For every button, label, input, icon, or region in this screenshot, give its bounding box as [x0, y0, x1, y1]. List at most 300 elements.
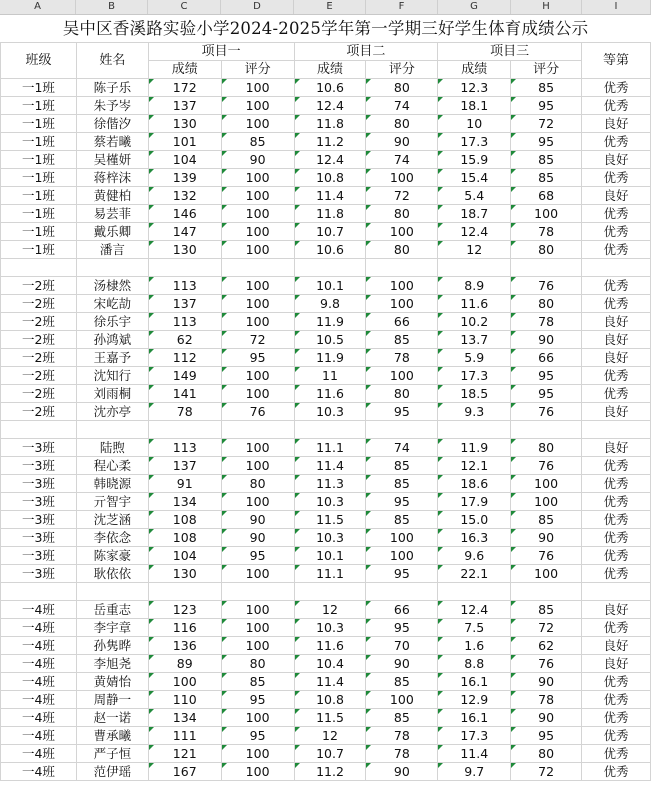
class-cell[interactable]: 一3班	[1, 511, 77, 529]
grade-cell[interactable]: 优秀	[582, 457, 651, 475]
item3-score-cell[interactable]: 17.9	[438, 493, 511, 511]
item1-points-cell[interactable]: 80	[221, 475, 294, 493]
item2-score-cell[interactable]: 11.2	[294, 133, 366, 151]
item2-points-cell[interactable]: 85	[366, 673, 438, 691]
sheet-title[interactable]: 吴中区香溪路实验小学2024-2025学年第一学期三好学生体育成绩公示	[62, 19, 589, 38]
item1-score-cell[interactable]: 134	[148, 493, 221, 511]
empty-cell[interactable]	[148, 259, 221, 277]
grade-cell[interactable]: 优秀	[582, 295, 651, 313]
grade-cell[interactable]: 优秀	[582, 493, 651, 511]
header-item1[interactable]: 项目一	[148, 43, 294, 61]
item2-score-cell[interactable]: 11.3	[294, 475, 366, 493]
item1-points-cell[interactable]: 95	[221, 547, 294, 565]
item1-score-cell[interactable]: 110	[148, 691, 221, 709]
item1-score-cell[interactable]: 104	[148, 151, 221, 169]
class-cell[interactable]: 一1班	[1, 205, 77, 223]
item3-points-cell[interactable]: 72	[511, 619, 582, 637]
grade-cell[interactable]: 优秀	[582, 223, 651, 241]
empty-cell[interactable]	[582, 583, 651, 601]
item1-points-cell[interactable]: 100	[221, 115, 294, 133]
class-cell[interactable]: 一4班	[1, 637, 77, 655]
item3-score-cell[interactable]: 7.5	[438, 619, 511, 637]
name-cell[interactable]: 徐偕汐	[76, 115, 148, 133]
item3-points-cell[interactable]: 90	[511, 331, 582, 349]
name-cell[interactable]: 黄健柏	[76, 187, 148, 205]
item2-points-cell[interactable]: 100	[366, 691, 438, 709]
name-cell[interactable]: 耿依依	[76, 565, 148, 583]
item1-points-cell[interactable]: 100	[221, 277, 294, 295]
item2-points-cell[interactable]: 100	[366, 169, 438, 187]
name-cell[interactable]: 易芸菲	[76, 205, 148, 223]
class-cell[interactable]: 一2班	[1, 277, 77, 295]
empty-cell[interactable]	[582, 259, 651, 277]
item3-score-cell[interactable]: 8.9	[438, 277, 511, 295]
item3-score-cell[interactable]: 10.2	[438, 313, 511, 331]
item3-points-cell[interactable]: 76	[511, 403, 582, 421]
name-cell[interactable]: 刘雨桐	[76, 385, 148, 403]
item2-points-cell[interactable]: 85	[366, 475, 438, 493]
grade-cell[interactable]: 优秀	[582, 277, 651, 295]
class-cell[interactable]: 一4班	[1, 763, 77, 781]
item3-score-cell[interactable]: 12.1	[438, 457, 511, 475]
item3-score-cell[interactable]: 22.1	[438, 565, 511, 583]
grade-cell[interactable]: 优秀	[582, 691, 651, 709]
empty-cell[interactable]	[366, 421, 438, 439]
item3-score-cell[interactable]: 18.1	[438, 97, 511, 115]
empty-cell[interactable]	[438, 421, 511, 439]
item2-score-cell[interactable]: 10.6	[294, 79, 366, 97]
item2-points-cell[interactable]: 74	[366, 97, 438, 115]
empty-cell[interactable]	[294, 259, 366, 277]
item3-score-cell[interactable]: 8.8	[438, 655, 511, 673]
item1-points-cell[interactable]: 100	[221, 295, 294, 313]
header-name[interactable]: 姓名	[76, 43, 148, 79]
grade-cell[interactable]: 优秀	[582, 565, 651, 583]
item1-points-cell[interactable]: 85	[221, 673, 294, 691]
class-cell[interactable]: 一1班	[1, 223, 77, 241]
item2-points-cell[interactable]: 70	[366, 637, 438, 655]
name-cell[interactable]: 程心柔	[76, 457, 148, 475]
item3-score-cell[interactable]: 9.6	[438, 547, 511, 565]
item3-score-cell[interactable]: 16.1	[438, 673, 511, 691]
grade-cell[interactable]: 优秀	[582, 547, 651, 565]
item2-score-cell[interactable]: 10.3	[294, 619, 366, 637]
name-cell[interactable]: 徐乐宇	[76, 313, 148, 331]
item2-points-cell[interactable]: 85	[366, 511, 438, 529]
name-cell[interactable]: 沈知行	[76, 367, 148, 385]
class-cell[interactable]: 一4班	[1, 655, 77, 673]
item3-points-cell[interactable]: 78	[511, 223, 582, 241]
class-cell[interactable]: 一1班	[1, 115, 77, 133]
item2-score-cell[interactable]: 11.6	[294, 385, 366, 403]
empty-cell[interactable]	[582, 421, 651, 439]
item1-score-cell[interactable]: 137	[148, 295, 221, 313]
item2-points-cell[interactable]: 100	[366, 547, 438, 565]
name-cell[interactable]: 范伊瑶	[76, 763, 148, 781]
item1-score-cell[interactable]: 139	[148, 169, 221, 187]
item2-points-cell[interactable]: 100	[366, 223, 438, 241]
class-cell[interactable]: 一3班	[1, 457, 77, 475]
item3-score-cell[interactable]: 9.7	[438, 763, 511, 781]
grade-cell[interactable]: 良好	[582, 331, 651, 349]
grade-cell[interactable]: 优秀	[582, 241, 651, 259]
grade-cell[interactable]: 良好	[582, 655, 651, 673]
item2-score-cell[interactable]: 11	[294, 367, 366, 385]
name-cell[interactable]: 严子恒	[76, 745, 148, 763]
empty-cell[interactable]	[366, 583, 438, 601]
item3-score-cell[interactable]: 17.3	[438, 367, 511, 385]
item3-points-cell[interactable]: 80	[511, 439, 582, 457]
column-header-f[interactable]: F	[366, 0, 438, 14]
grade-cell[interactable]: 优秀	[582, 745, 651, 763]
class-cell[interactable]: 一4班	[1, 745, 77, 763]
item1-score-cell[interactable]: 116	[148, 619, 221, 637]
empty-cell[interactable]	[76, 583, 148, 601]
name-cell[interactable]: 孙隽晔	[76, 637, 148, 655]
name-cell[interactable]: 王嘉予	[76, 349, 148, 367]
item3-score-cell[interactable]: 5.9	[438, 349, 511, 367]
item2-score-cell[interactable]: 11.9	[294, 313, 366, 331]
class-cell[interactable]: 一1班	[1, 241, 77, 259]
name-cell[interactable]: 潘言	[76, 241, 148, 259]
item3-points-cell[interactable]: 78	[511, 691, 582, 709]
name-cell[interactable]: 曹承曦	[76, 727, 148, 745]
grade-cell[interactable]: 优秀	[582, 97, 651, 115]
item1-score-cell[interactable]: 108	[148, 511, 221, 529]
class-cell[interactable]: 一3班	[1, 547, 77, 565]
item2-score-cell[interactable]: 10.6	[294, 241, 366, 259]
item1-points-cell[interactable]: 100	[221, 205, 294, 223]
grade-cell[interactable]: 良好	[582, 403, 651, 421]
item2-points-cell[interactable]: 80	[366, 79, 438, 97]
item3-points-cell[interactable]: 80	[511, 745, 582, 763]
item1-points-cell[interactable]: 100	[221, 439, 294, 457]
item1-points-cell[interactable]: 100	[221, 565, 294, 583]
grade-cell[interactable]: 优秀	[582, 169, 651, 187]
item2-points-cell[interactable]: 74	[366, 439, 438, 457]
item3-points-cell[interactable]: 76	[511, 277, 582, 295]
empty-cell[interactable]	[1, 583, 77, 601]
item1-score-cell[interactable]: 146	[148, 205, 221, 223]
item2-points-cell[interactable]: 80	[366, 385, 438, 403]
name-cell[interactable]: 沈亦亭	[76, 403, 148, 421]
grade-cell[interactable]: 优秀	[582, 511, 651, 529]
item3-points-cell[interactable]: 78	[511, 313, 582, 331]
class-cell[interactable]: 一1班	[1, 151, 77, 169]
item3-score-cell[interactable]: 9.3	[438, 403, 511, 421]
class-cell[interactable]: 一1班	[1, 187, 77, 205]
item2-score-cell[interactable]: 11.4	[294, 457, 366, 475]
item2-score-cell[interactable]: 12.4	[294, 97, 366, 115]
item1-points-cell[interactable]: 100	[221, 97, 294, 115]
column-header-i[interactable]: I	[582, 0, 651, 14]
item1-score-cell[interactable]: 134	[148, 709, 221, 727]
item3-points-cell[interactable]: 85	[511, 601, 582, 619]
item2-points-cell[interactable]: 95	[366, 565, 438, 583]
item1-points-cell[interactable]: 100	[221, 637, 294, 655]
grade-cell[interactable]: 优秀	[582, 205, 651, 223]
item1-score-cell[interactable]: 147	[148, 223, 221, 241]
item1-points-cell[interactable]: 95	[221, 691, 294, 709]
item3-points-cell[interactable]: 76	[511, 457, 582, 475]
item3-points-cell[interactable]: 95	[511, 97, 582, 115]
item1-score-cell[interactable]: 130	[148, 565, 221, 583]
item1-score-cell[interactable]: 123	[148, 601, 221, 619]
item3-points-cell[interactable]: 76	[511, 655, 582, 673]
class-cell[interactable]: 一3班	[1, 493, 77, 511]
grade-cell[interactable]: 良好	[582, 601, 651, 619]
class-cell[interactable]: 一2班	[1, 349, 77, 367]
item2-score-cell[interactable]: 10.3	[294, 493, 366, 511]
grade-cell[interactable]: 优秀	[582, 529, 651, 547]
grade-cell[interactable]: 良好	[582, 637, 651, 655]
empty-cell[interactable]	[148, 421, 221, 439]
item3-score-cell[interactable]: 5.4	[438, 187, 511, 205]
item2-score-cell[interactable]: 11.8	[294, 115, 366, 133]
item1-score-cell[interactable]: 111	[148, 727, 221, 745]
class-cell[interactable]: 一1班	[1, 79, 77, 97]
grade-cell[interactable]: 优秀	[582, 79, 651, 97]
item3-points-cell[interactable]: 85	[511, 79, 582, 97]
empty-cell[interactable]	[1, 259, 77, 277]
class-cell[interactable]: 一1班	[1, 169, 77, 187]
item2-points-cell[interactable]: 80	[366, 205, 438, 223]
item3-score-cell[interactable]: 12	[438, 241, 511, 259]
item2-score-cell[interactable]: 10.8	[294, 691, 366, 709]
item2-score-cell[interactable]: 10.1	[294, 547, 366, 565]
item2-points-cell[interactable]: 95	[366, 619, 438, 637]
name-cell[interactable]: 蔡若曦	[76, 133, 148, 151]
item1-points-cell[interactable]: 85	[221, 133, 294, 151]
header-item3-score[interactable]: 成绩	[438, 61, 511, 79]
item1-points-cell[interactable]: 100	[221, 313, 294, 331]
item3-points-cell[interactable]: 90	[511, 529, 582, 547]
column-header-h[interactable]: H	[511, 0, 582, 14]
item1-points-cell[interactable]: 100	[221, 169, 294, 187]
item1-points-cell[interactable]: 90	[221, 151, 294, 169]
empty-cell[interactable]	[438, 583, 511, 601]
item2-points-cell[interactable]: 78	[366, 727, 438, 745]
empty-cell[interactable]	[294, 421, 366, 439]
item2-points-cell[interactable]: 100	[366, 367, 438, 385]
empty-cell[interactable]	[221, 421, 294, 439]
item1-points-cell[interactable]: 76	[221, 403, 294, 421]
class-cell[interactable]: 一2班	[1, 331, 77, 349]
class-cell[interactable]: 一4班	[1, 727, 77, 745]
item1-score-cell[interactable]: 100	[148, 673, 221, 691]
item3-points-cell[interactable]: 100	[511, 493, 582, 511]
name-cell[interactable]: 陈子乐	[76, 79, 148, 97]
item3-score-cell[interactable]: 12.4	[438, 223, 511, 241]
item1-points-cell[interactable]: 95	[221, 349, 294, 367]
grade-cell[interactable]: 优秀	[582, 763, 651, 781]
item1-points-cell[interactable]: 100	[221, 223, 294, 241]
item3-points-cell[interactable]: 95	[511, 133, 582, 151]
header-item3-points[interactable]: 评分	[511, 61, 582, 79]
grade-cell[interactable]: 良好	[582, 187, 651, 205]
item3-points-cell[interactable]: 80	[511, 295, 582, 313]
item1-score-cell[interactable]: 104	[148, 547, 221, 565]
empty-cell[interactable]	[221, 259, 294, 277]
item1-score-cell[interactable]: 137	[148, 457, 221, 475]
item3-score-cell[interactable]: 18.7	[438, 205, 511, 223]
item3-score-cell[interactable]: 1.6	[438, 637, 511, 655]
item1-score-cell[interactable]: 108	[148, 529, 221, 547]
item3-points-cell[interactable]: 76	[511, 547, 582, 565]
name-cell[interactable]: 吴槿妍	[76, 151, 148, 169]
item2-score-cell[interactable]: 11.5	[294, 709, 366, 727]
item1-points-cell[interactable]: 95	[221, 727, 294, 745]
item2-score-cell[interactable]: 9.8	[294, 295, 366, 313]
item1-points-cell[interactable]: 90	[221, 529, 294, 547]
item2-points-cell[interactable]: 100	[366, 529, 438, 547]
name-cell[interactable]: 汤棣然	[76, 277, 148, 295]
item1-score-cell[interactable]: 78	[148, 403, 221, 421]
grade-cell[interactable]: 良好	[582, 115, 651, 133]
item3-points-cell[interactable]: 72	[511, 763, 582, 781]
item3-score-cell[interactable]: 15.4	[438, 169, 511, 187]
class-cell[interactable]: 一2班	[1, 403, 77, 421]
item2-score-cell[interactable]: 10.5	[294, 331, 366, 349]
grade-cell[interactable]: 优秀	[582, 709, 651, 727]
name-cell[interactable]: 韩晓源	[76, 475, 148, 493]
item1-score-cell[interactable]: 113	[148, 313, 221, 331]
item2-points-cell[interactable]: 74	[366, 151, 438, 169]
item1-points-cell[interactable]: 90	[221, 511, 294, 529]
item1-points-cell[interactable]: 72	[221, 331, 294, 349]
item1-score-cell[interactable]: 172	[148, 79, 221, 97]
name-cell[interactable]: 黄婧怡	[76, 673, 148, 691]
name-cell[interactable]: 朱予岑	[76, 97, 148, 115]
name-cell[interactable]: 宋屹劼	[76, 295, 148, 313]
column-header-b[interactable]: B	[76, 0, 148, 14]
item2-score-cell[interactable]: 11.1	[294, 439, 366, 457]
class-cell[interactable]: 一3班	[1, 439, 77, 457]
item3-points-cell[interactable]: 85	[511, 151, 582, 169]
item3-points-cell[interactable]: 85	[511, 511, 582, 529]
item3-score-cell[interactable]: 15.0	[438, 511, 511, 529]
item1-score-cell[interactable]: 136	[148, 637, 221, 655]
name-cell[interactable]: 戴乐卿	[76, 223, 148, 241]
item2-score-cell[interactable]: 10.3	[294, 529, 366, 547]
item2-score-cell[interactable]: 11.4	[294, 187, 366, 205]
class-cell[interactable]: 一4班	[1, 601, 77, 619]
item2-points-cell[interactable]: 100	[366, 277, 438, 295]
class-cell[interactable]: 一4班	[1, 691, 77, 709]
name-cell[interactable]: 沈芝涵	[76, 511, 148, 529]
item3-points-cell[interactable]: 95	[511, 385, 582, 403]
item3-points-cell[interactable]: 66	[511, 349, 582, 367]
empty-cell[interactable]	[511, 259, 582, 277]
header-item3[interactable]: 项目三	[438, 43, 582, 61]
item3-score-cell[interactable]: 12.4	[438, 601, 511, 619]
item1-score-cell[interactable]: 89	[148, 655, 221, 673]
item3-score-cell[interactable]: 18.6	[438, 475, 511, 493]
name-cell[interactable]: 李依念	[76, 529, 148, 547]
item2-points-cell[interactable]: 100	[366, 295, 438, 313]
empty-cell[interactable]	[294, 583, 366, 601]
name-cell[interactable]: 陈家豪	[76, 547, 148, 565]
item1-score-cell[interactable]: 130	[148, 115, 221, 133]
item2-score-cell[interactable]: 10.1	[294, 277, 366, 295]
item1-points-cell[interactable]: 100	[221, 493, 294, 511]
item2-score-cell[interactable]: 10.4	[294, 655, 366, 673]
header-class[interactable]: 班级	[1, 43, 77, 79]
item2-points-cell[interactable]: 72	[366, 187, 438, 205]
item1-score-cell[interactable]: 137	[148, 97, 221, 115]
empty-cell[interactable]	[76, 259, 148, 277]
item1-points-cell[interactable]: 100	[221, 385, 294, 403]
item2-points-cell[interactable]: 66	[366, 313, 438, 331]
item2-score-cell[interactable]: 11.2	[294, 763, 366, 781]
empty-cell[interactable]	[438, 259, 511, 277]
name-cell[interactable]: 李旭尧	[76, 655, 148, 673]
item2-score-cell[interactable]: 12.4	[294, 151, 366, 169]
name-cell[interactable]: 赵一诺	[76, 709, 148, 727]
item1-points-cell[interactable]: 100	[221, 745, 294, 763]
item1-points-cell[interactable]: 100	[221, 79, 294, 97]
item2-points-cell[interactable]: 90	[366, 133, 438, 151]
class-cell[interactable]: 一3班	[1, 475, 77, 493]
item1-score-cell[interactable]: 149	[148, 367, 221, 385]
class-cell[interactable]: 一4班	[1, 619, 77, 637]
item3-score-cell[interactable]: 16.1	[438, 709, 511, 727]
item3-points-cell[interactable]: 90	[511, 673, 582, 691]
class-cell[interactable]: 一4班	[1, 673, 77, 691]
item2-points-cell[interactable]: 80	[366, 115, 438, 133]
item2-score-cell[interactable]: 10.8	[294, 169, 366, 187]
column-header-e[interactable]: E	[294, 0, 366, 14]
item2-score-cell[interactable]: 11.1	[294, 565, 366, 583]
item3-score-cell[interactable]: 13.7	[438, 331, 511, 349]
item3-points-cell[interactable]: 72	[511, 115, 582, 133]
item2-score-cell[interactable]: 11.9	[294, 349, 366, 367]
header-item1-points[interactable]: 评分	[221, 61, 294, 79]
item2-points-cell[interactable]: 85	[366, 709, 438, 727]
item1-score-cell[interactable]: 141	[148, 385, 221, 403]
empty-cell[interactable]	[511, 583, 582, 601]
item3-score-cell[interactable]: 10	[438, 115, 511, 133]
item3-points-cell[interactable]: 100	[511, 475, 582, 493]
item3-points-cell[interactable]: 95	[511, 727, 582, 745]
item1-score-cell[interactable]: 91	[148, 475, 221, 493]
item3-score-cell[interactable]: 17.3	[438, 133, 511, 151]
grade-cell[interactable]: 良好	[582, 349, 651, 367]
empty-cell[interactable]	[1, 421, 77, 439]
class-cell[interactable]: 一3班	[1, 565, 77, 583]
item3-score-cell[interactable]: 17.3	[438, 727, 511, 745]
name-cell[interactable]: 周静一	[76, 691, 148, 709]
class-cell[interactable]: 一2班	[1, 367, 77, 385]
item2-score-cell[interactable]: 12	[294, 601, 366, 619]
item2-points-cell[interactable]: 85	[366, 331, 438, 349]
class-cell[interactable]: 一1班	[1, 97, 77, 115]
item2-score-cell[interactable]: 10.3	[294, 403, 366, 421]
class-cell[interactable]: 一3班	[1, 529, 77, 547]
item2-score-cell[interactable]: 12	[294, 727, 366, 745]
empty-cell[interactable]	[366, 259, 438, 277]
item3-points-cell[interactable]: 62	[511, 637, 582, 655]
item1-score-cell[interactable]: 112	[148, 349, 221, 367]
header-grade[interactable]: 等第	[582, 43, 651, 79]
item3-points-cell[interactable]: 68	[511, 187, 582, 205]
item2-points-cell[interactable]: 90	[366, 763, 438, 781]
name-cell[interactable]: 岳重志	[76, 601, 148, 619]
item3-score-cell[interactable]: 15.9	[438, 151, 511, 169]
item1-score-cell[interactable]: 101	[148, 133, 221, 151]
item2-points-cell[interactable]: 90	[366, 655, 438, 673]
item3-points-cell[interactable]: 100	[511, 205, 582, 223]
